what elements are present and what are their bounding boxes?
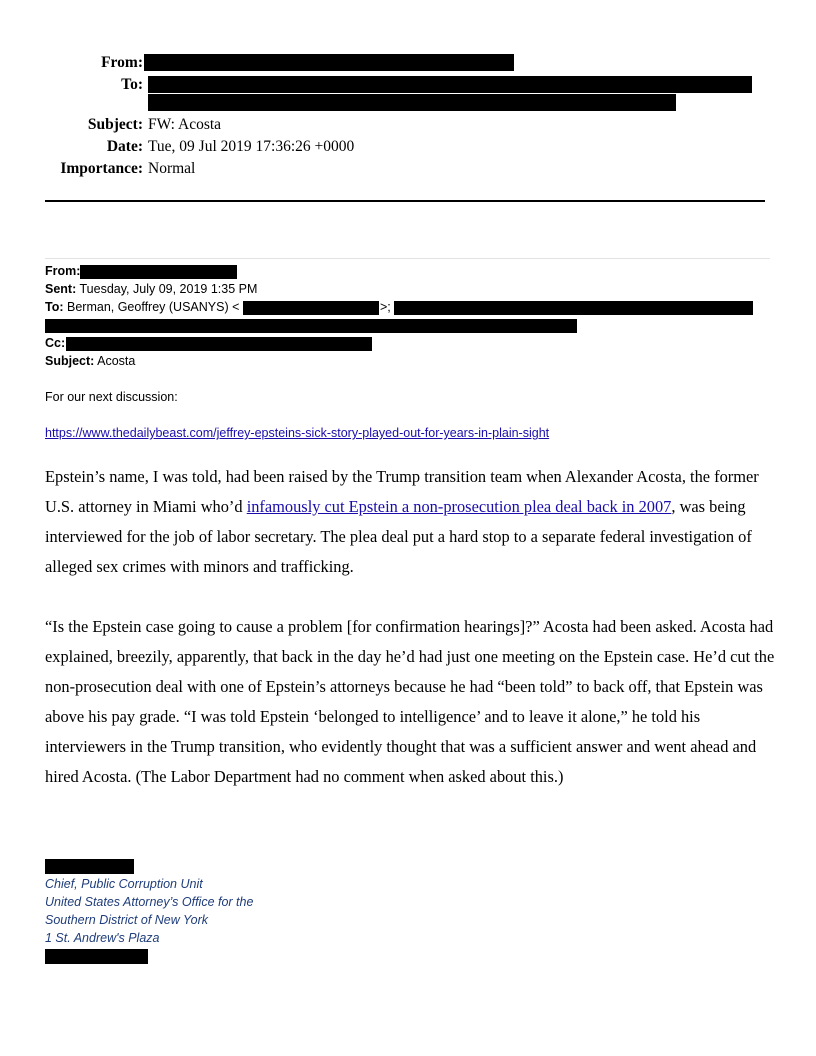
body-inline-link[interactable]: infamously cut Epstein a non-prosecution plea deal back in 2007 bbox=[246, 497, 672, 516]
signature-block bbox=[45, 875, 253, 947]
forward-cc-row bbox=[45, 336, 65, 350]
header-from-label: From: bbox=[101, 54, 143, 71]
body-intro: For our next discussion: bbox=[45, 390, 178, 404]
forward-to-row bbox=[45, 300, 239, 314]
header-to-label: To: bbox=[121, 76, 143, 93]
redaction-block bbox=[243, 301, 379, 315]
header-subject-label: Subject: bbox=[87, 116, 143, 133]
forward-to-label: To: bbox=[45, 300, 64, 314]
forward-sent-row bbox=[45, 282, 257, 296]
forward-to-value-prefix: Berman, Geoffrey (USANYS) < bbox=[67, 300, 240, 314]
forward-subject-label: Subject: bbox=[45, 354, 95, 368]
article-link[interactable]: https://www.thedailybeast.com/jeffrey-epsteins-sick-story-played-out-for-years-in-plain-sight bbox=[45, 426, 550, 440]
redaction-block bbox=[144, 54, 514, 71]
redaction-block bbox=[148, 76, 752, 93]
redaction-block bbox=[66, 337, 372, 351]
body-paragraph-1 bbox=[45, 462, 775, 582]
header-subject-value: FW: Acosta bbox=[148, 116, 222, 133]
redaction-block bbox=[80, 265, 237, 279]
redaction-block bbox=[148, 94, 676, 111]
redaction-block bbox=[45, 319, 577, 333]
signature-title: Chief, Public Corruption Unit bbox=[45, 877, 203, 891]
forward-from-label: From: bbox=[45, 264, 81, 278]
forward-cc-label: Cc: bbox=[45, 336, 66, 350]
redaction-block bbox=[45, 949, 148, 964]
forward-sent-value: Tuesday, July 09, 2019 1:35 PM bbox=[79, 282, 258, 296]
redaction-block bbox=[45, 859, 134, 874]
signature-office: United States Attorney’s Office for the bbox=[45, 895, 254, 909]
forward-from-row bbox=[45, 264, 80, 278]
forward-to-value-suffix: >; bbox=[380, 300, 391, 314]
header-date-label: Date: bbox=[106, 138, 143, 155]
forward-subject-value: Acosta bbox=[97, 354, 136, 368]
header-importance-value: Normal bbox=[148, 160, 196, 177]
redaction-block bbox=[394, 301, 753, 315]
header-date-value: Tue, 09 Jul 2019 17:36:26 +0000 bbox=[148, 138, 355, 155]
body-paragraph-1-text-end: , was being interviewed for the job of labor secretary. The plea deal put a hard stop to a separate federal investigation of alleged sex crimes with minors and trafficking. bbox=[45, 497, 752, 576]
signature-district: Southern District of New York bbox=[45, 913, 209, 927]
forward-subject-row bbox=[45, 354, 135, 368]
forward-sent-label: Sent: bbox=[45, 282, 77, 296]
header-importance-label: Importance: bbox=[60, 160, 143, 177]
forward-divider bbox=[45, 258, 770, 259]
body-paragraph-1-text: Epstein’s name, I was told, had been raised by the Trump transition team when Alexander Acosta, the former U.S. attorney in Miami who’d bbox=[45, 467, 759, 516]
header-divider bbox=[45, 200, 765, 202]
body-paragraph-2: “Is the Epstein case going to cause a problem [for confirmation hearings]?” Acosta had been asked. Acosta had explained, breezily, apparently, that back in the day he’d had just one meeting on the Epstein case. He’d cut the non-prosecution deal with one of Epstein’s attorneys because he had “been told” to back off, that Epstein was above his pay grade. “I was told Epstein ‘belonged to intelligence’ and to leave it alone,” he told his interviewers in the Trump transition, who evidently thought that was a sufficient answer and went ahead and hired Acosta. (The Labor Department had no comment when asked about this.) bbox=[45, 617, 775, 786]
signature-address: 1 St. Andrew's Plaza bbox=[45, 931, 160, 945]
